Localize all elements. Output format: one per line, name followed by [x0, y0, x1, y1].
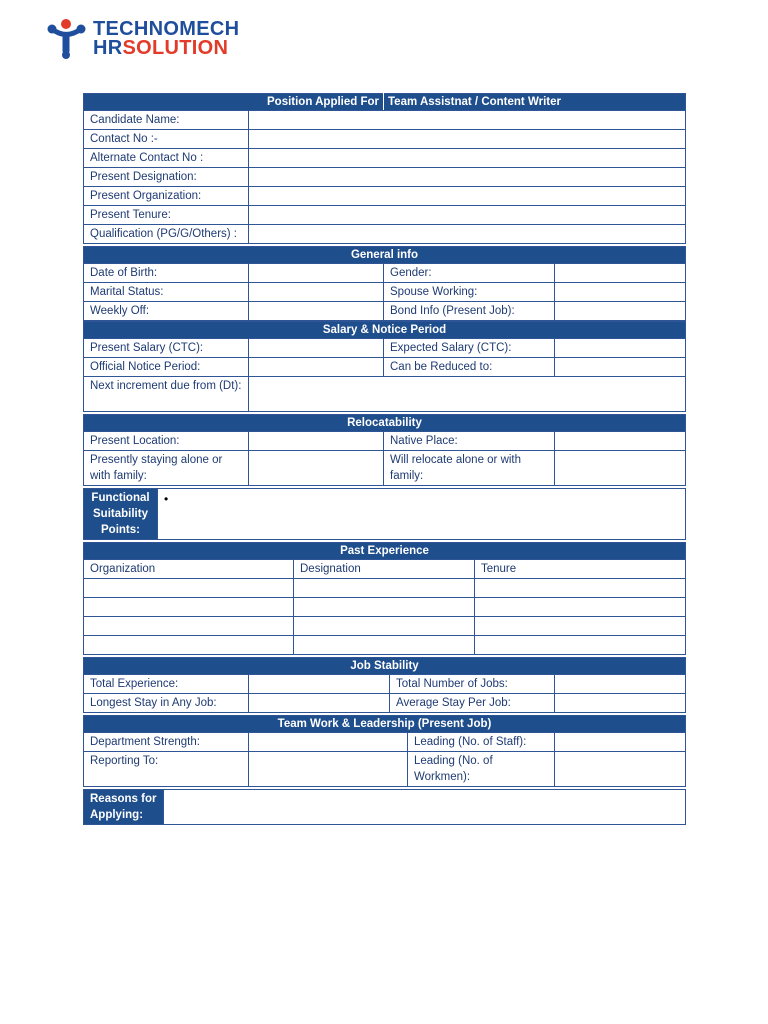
- logo-text-hr-solution: HRSOLUTION: [93, 37, 229, 59]
- reduced-to-field[interactable]: [555, 358, 686, 377]
- position-header: [84, 94, 686, 111]
- field-label: Present Salary (CTC):: [84, 339, 249, 358]
- reasons-table: [83, 789, 686, 825]
- field-label: Longest Stay in Any Job:: [84, 694, 249, 713]
- reasons-label: Reasons for Applying:: [84, 790, 164, 825]
- tenure-cell[interactable]: [475, 579, 686, 598]
- reasons-field[interactable]: [164, 790, 686, 825]
- field-label: Alternate Contact No :: [84, 149, 249, 168]
- functional-suitability-label: Functional Suitability Points:: [84, 489, 158, 540]
- gender-field[interactable]: [555, 264, 686, 283]
- total-jobs-field[interactable]: [555, 675, 686, 694]
- organization-cell[interactable]: [84, 636, 294, 655]
- field-label: Total Experience:: [84, 675, 249, 694]
- form-row: [84, 187, 686, 206]
- salary-table: [83, 321, 686, 412]
- field-label: Candidate Name:: [84, 111, 249, 130]
- weekly-off-field[interactable]: [249, 302, 384, 321]
- expected-salary-field[interactable]: [555, 339, 686, 358]
- field-label: Contact No :-: [84, 130, 249, 149]
- total-experience-field[interactable]: [249, 675, 390, 694]
- bullet-point: •: [164, 492, 169, 506]
- organization-cell[interactable]: [84, 598, 294, 617]
- form-row: [84, 130, 686, 149]
- form-row: [84, 733, 686, 752]
- field-label: Presently staying alone or with family:: [84, 451, 249, 486]
- column-header-tenure: Tenure: [475, 560, 686, 579]
- form-row: [84, 149, 686, 168]
- field-label: Average Stay Per Job:: [390, 694, 555, 713]
- field-label: Marital Status:: [84, 283, 249, 302]
- present-salary-field[interactable]: [249, 339, 384, 358]
- job-stability-title: Job Stability: [84, 658, 686, 675]
- logo-text-technomech: TECHNOMECH: [93, 18, 240, 40]
- qualification-field[interactable]: [249, 225, 686, 244]
- form-row: [84, 358, 686, 377]
- average-stay-field[interactable]: [555, 694, 686, 713]
- relocate-alone-field[interactable]: [555, 451, 686, 486]
- candidate-form: [83, 93, 686, 825]
- field-label: Can be Reduced to:: [384, 358, 555, 377]
- general-info-title: General info: [84, 247, 686, 264]
- present-tenure-field[interactable]: [249, 206, 686, 225]
- tenure-cell[interactable]: [475, 617, 686, 636]
- designation-cell[interactable]: [294, 636, 475, 655]
- field-label: Present Tenure:: [84, 206, 249, 225]
- general-info-table: [83, 246, 686, 321]
- organization-cell[interactable]: [84, 617, 294, 636]
- form-row: [84, 302, 686, 321]
- form-row: [84, 694, 686, 713]
- present-organization-field[interactable]: [249, 187, 686, 206]
- company-logo: [47, 18, 247, 62]
- column-header-designation: Designation: [294, 560, 475, 579]
- candidate-info-table: [83, 93, 686, 244]
- present-location-field[interactable]: [249, 432, 384, 451]
- bond-info-field[interactable]: [555, 302, 686, 321]
- position-label: Position Applied For: [84, 94, 384, 111]
- tenure-cell[interactable]: [475, 598, 686, 617]
- field-label: Bond Info (Present Job):: [384, 302, 555, 321]
- form-row: [84, 168, 686, 187]
- form-row: [84, 225, 686, 244]
- past-experience-title: Past Experience: [84, 543, 686, 560]
- team-work-table: [83, 715, 686, 787]
- relocatability-title: Relocatability: [84, 415, 686, 432]
- logo-mark-icon: [47, 18, 87, 60]
- marital-status-field[interactable]: [249, 283, 384, 302]
- table-row: [84, 617, 686, 636]
- staying-alone-field[interactable]: [249, 451, 384, 486]
- team-work-title: Team Work & Leadership (Present Job): [84, 716, 686, 733]
- form-row: [84, 283, 686, 302]
- designation-cell[interactable]: [294, 598, 475, 617]
- field-label: Leading (No. of Staff):: [408, 733, 555, 752]
- alternate-contact-field[interactable]: [249, 149, 686, 168]
- designation-cell[interactable]: [294, 579, 475, 598]
- field-label: Spouse Working:: [384, 283, 555, 302]
- contact-no-field[interactable]: [249, 130, 686, 149]
- date-of-birth-field[interactable]: [249, 264, 384, 283]
- leading-workmen-field[interactable]: [555, 752, 686, 787]
- field-label: Weekly Off:: [84, 302, 249, 321]
- native-place-field[interactable]: [555, 432, 686, 451]
- field-label: Qualification (PG/G/Others) :: [84, 225, 249, 244]
- table-row: [84, 598, 686, 617]
- field-label: Native Place:: [384, 432, 555, 451]
- functional-suitability-field[interactable]: [158, 489, 686, 540]
- department-strength-field[interactable]: [249, 733, 408, 752]
- notice-period-field[interactable]: [249, 358, 384, 377]
- form-row: [84, 206, 686, 225]
- functional-suitability-table: [83, 488, 686, 540]
- field-label: Leading (No. of Workmen):: [408, 752, 555, 787]
- past-experience-table: [83, 542, 686, 655]
- present-designation-field[interactable]: [249, 168, 686, 187]
- form-row: [84, 675, 686, 694]
- job-stability-table: [83, 657, 686, 713]
- field-label: Official Notice Period:: [84, 358, 249, 377]
- salary-title: Salary & Notice Period: [84, 322, 686, 339]
- form-row: [84, 432, 686, 451]
- field-label: Present Organization:: [84, 187, 249, 206]
- field-label: Date of Birth:: [84, 264, 249, 283]
- form-row: [84, 264, 686, 283]
- leading-staff-field[interactable]: [555, 733, 686, 752]
- tenure-cell[interactable]: [475, 636, 686, 655]
- table-header-row: [84, 560, 686, 579]
- candidate-name-field[interactable]: [249, 111, 686, 130]
- field-label: Expected Salary (CTC):: [384, 339, 555, 358]
- spouse-working-field[interactable]: [555, 283, 686, 302]
- position-value: Team Assistnat / Content Writer: [384, 94, 686, 111]
- form-row: [84, 111, 686, 130]
- reporting-to-field[interactable]: [249, 752, 408, 787]
- field-label: Reporting To:: [84, 752, 249, 787]
- form-row: [84, 451, 686, 486]
- field-label: Gender:: [384, 264, 555, 283]
- table-row: [84, 636, 686, 655]
- field-label: Total Number of Jobs:: [390, 675, 555, 694]
- form-row: [84, 752, 686, 787]
- form-row: [84, 377, 686, 412]
- organization-cell[interactable]: [84, 579, 294, 598]
- longest-stay-field[interactable]: [249, 694, 390, 713]
- table-row: [84, 579, 686, 598]
- field-label: Department Strength:: [84, 733, 249, 752]
- next-increment-field[interactable]: [249, 377, 686, 412]
- field-label: Present Location:: [84, 432, 249, 451]
- column-header-organization: Organization: [84, 560, 294, 579]
- field-label: Next increment due from (Dt):: [84, 377, 249, 412]
- field-label: Will relocate alone or with family:: [384, 451, 555, 486]
- relocatability-table: [83, 414, 686, 486]
- form-row: [84, 339, 686, 358]
- designation-cell[interactable]: [294, 617, 475, 636]
- field-label: Present Designation:: [84, 168, 249, 187]
